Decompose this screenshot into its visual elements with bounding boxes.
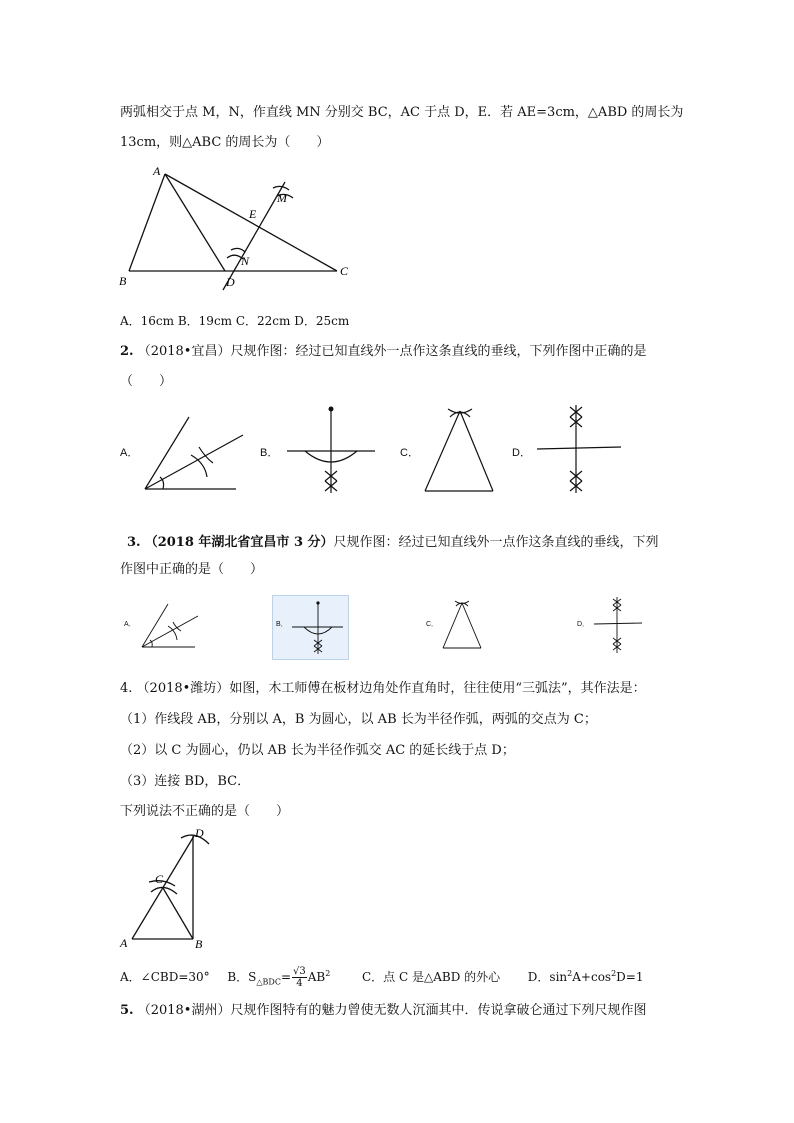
q2-option-c-label: C． <box>400 447 419 459</box>
q2-option-a-figure <box>143 405 248 495</box>
q2-option-c-figure <box>420 405 500 495</box>
q2-number: 2. <box>120 344 134 359</box>
q2-source: （2018•宜昌） <box>137 344 231 359</box>
q1-label-b: B <box>119 274 127 288</box>
q1-options: A．16cm B．19cm C．22cm D．25cm <box>120 314 350 328</box>
q4-question: 下列说法不正确的是（ ） <box>120 804 290 819</box>
q1-text-line1: 两弧相交于点 M，N，作直线 MN 分别交 BC，AC 于点 D，E．若 AE=3cm，△ABD 的周长为 <box>120 105 684 120</box>
q3-option-d-figure <box>592 596 644 654</box>
q1-label-d: D <box>226 275 235 289</box>
q4-step1: （1）作线段 AB，分别以 A，B 为圆心，以 AB 长为半径作弧，两弧的交点为 C； <box>120 712 597 727</box>
q1-triangle-figure <box>115 160 365 295</box>
q4-step2: （2）以 C 为圆心，仍以 AB 长为半径作弧交 AC 的延长线于点 D； <box>120 743 515 758</box>
q2-option-b-label: B． <box>260 447 279 459</box>
q2-text-line1 <box>120 343 647 361</box>
q4-option-d: D．$\sin^2A+\cos^2D=1$ <box>527 969 644 984</box>
q1-label-e: E <box>249 207 257 221</box>
q3-stem: 尺规作图：经过已知直线外一点作这条直线的垂线，下列 <box>333 535 659 550</box>
q4-option-a: A．∠CBD=30° <box>120 970 210 984</box>
q4-options <box>120 958 643 990</box>
q1-label-a: A <box>153 164 161 178</box>
q5-text-line1 <box>120 1002 647 1020</box>
q3-option-d-label: D． <box>577 621 590 628</box>
q1-label-c: C <box>340 264 349 278</box>
q3-option-b-label: B． <box>276 621 288 628</box>
q4-text-line1 <box>120 680 646 698</box>
q3-text-line2: 作图中正确的是（ ） <box>120 562 264 577</box>
q3-option-b-figure <box>290 600 345 655</box>
q1-label-m: M <box>277 191 287 205</box>
q3-text-line1 <box>127 534 659 552</box>
q4-label-b: B <box>195 937 203 951</box>
q1-label-n: N <box>241 254 250 268</box>
q4-step3: （3）连接 BD，BC． <box>120 774 251 789</box>
q3-option-c-label: C． <box>426 621 439 628</box>
q4-label-d: D <box>195 826 204 840</box>
q4-label-a: A <box>120 936 128 950</box>
q3-option-c-figure <box>440 598 485 653</box>
q5-stem: 尺规作图特有的魅力曾使无数人沉湎其中．传说拿破仑通过下列尺规作图 <box>230 1003 647 1018</box>
q5-source: （2018•湖州） <box>137 1003 231 1018</box>
q4-source: （2018•潍坊） <box>136 681 230 696</box>
q3-option-a-figure <box>140 598 202 650</box>
q4-number: 4. <box>120 681 133 696</box>
q3-option-a-label: A． <box>124 621 136 628</box>
q2-option-d-figure <box>535 405 625 495</box>
q2-option-b-figure <box>283 405 378 495</box>
q2-option-d-label: D． <box>512 447 531 459</box>
q4-option-c: C．点 C 是△ABD 的外心 <box>361 970 501 984</box>
q5-number: 5. <box>120 1003 134 1018</box>
q4-stem: 如图，木工师傅在板材边角处作直角时，往往使用“三弧法”，其作法是： <box>229 681 646 696</box>
q4-option-b: B．$S_{\triangle BDC}=$ $\frac{√3}{4}$ $AB^2$ <box>227 966 331 989</box>
q4-label-c: C <box>155 872 164 886</box>
q3-number: 3. <box>127 535 141 550</box>
q3-source: （2018 年湖北省宜昌市 3 分） <box>144 535 334 550</box>
q1-text-line2: 13cm，则△ABC 的周长为（ ） <box>120 135 330 150</box>
q2-text-line2: （ ） <box>120 374 173 389</box>
q2-option-a-label: A． <box>120 447 139 459</box>
q4-triangle-figure <box>115 822 220 952</box>
q2-stem: 尺规作图：经过已知直线外一点作这条直线的垂线，下列作图中正确的是 <box>230 344 647 359</box>
